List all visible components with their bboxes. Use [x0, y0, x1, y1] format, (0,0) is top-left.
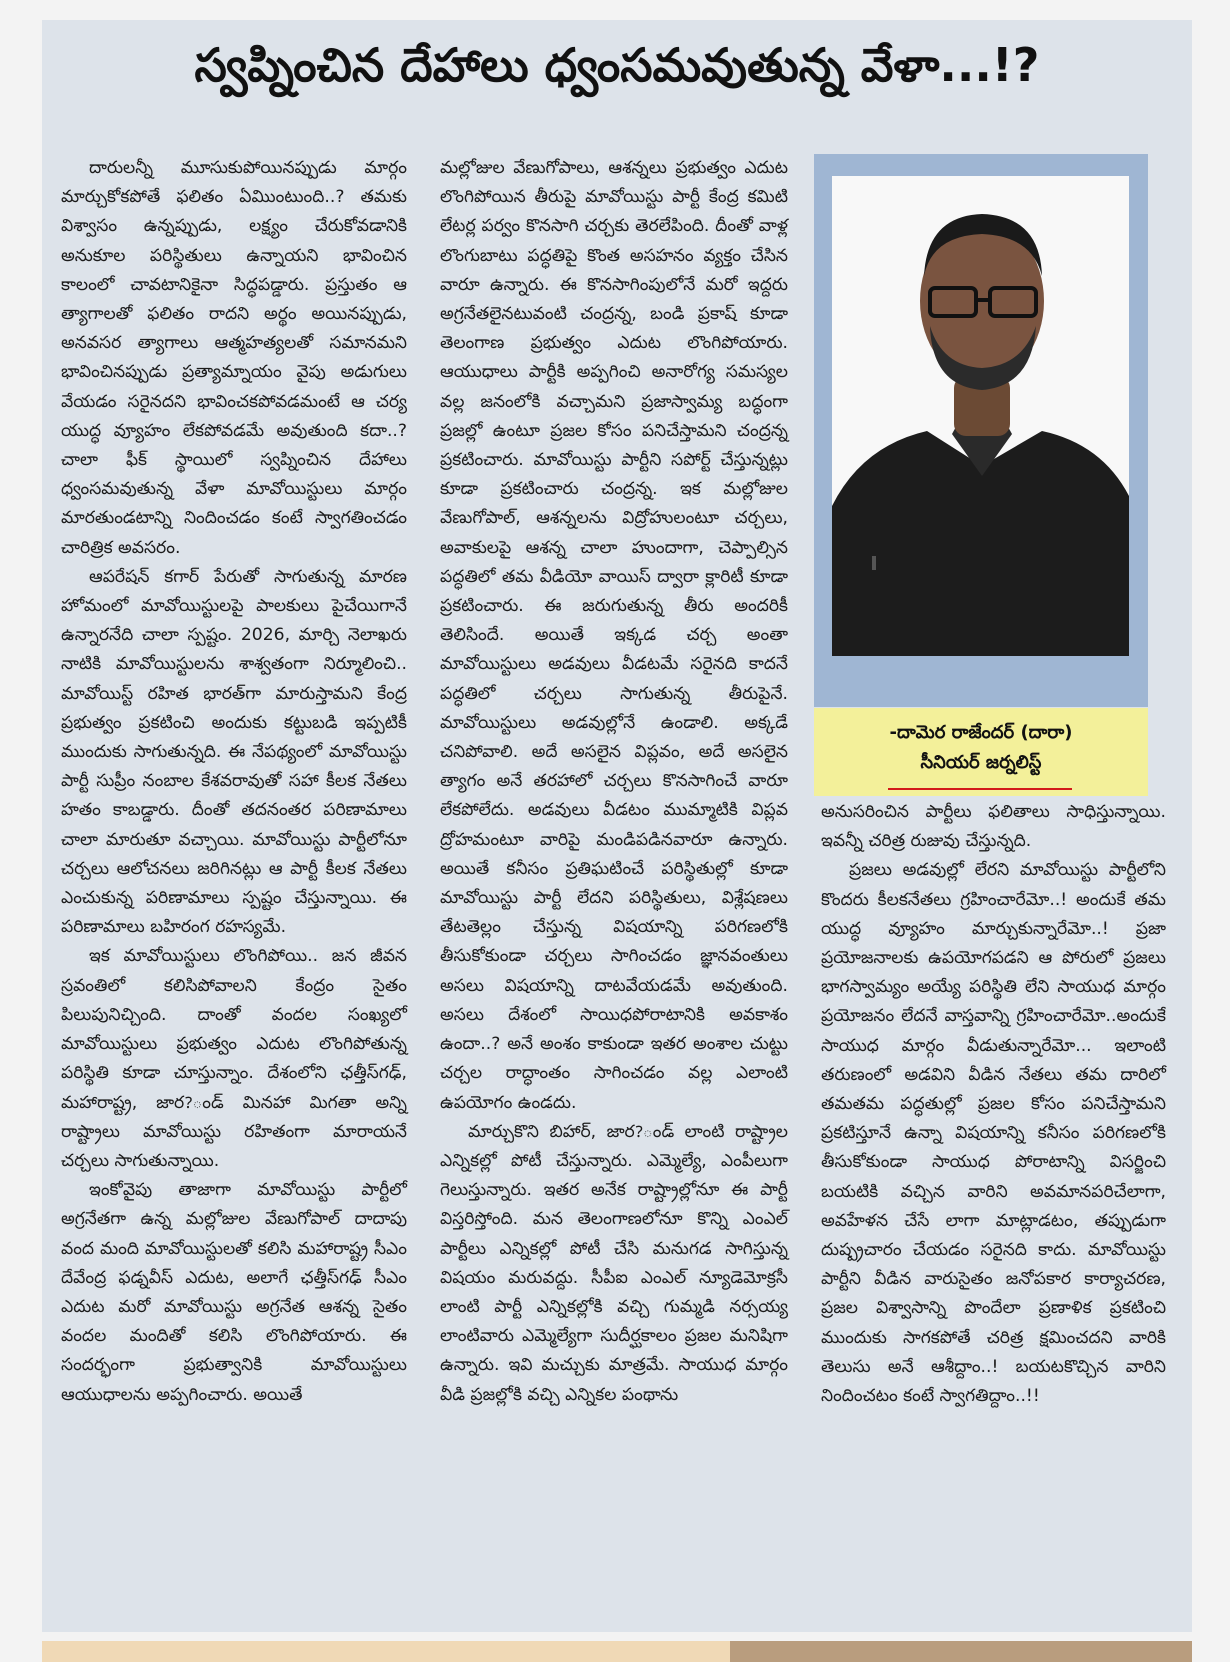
paragraph: అనుసరించిన పార్టీలు ఫలితాలు సాధిస్తున్నాయి. ఇవన్నీ చరిత్ర రుజువు చేస్తున్నది.: [821, 802, 1166, 852]
article-column-3: [821, 798, 1166, 1411]
author-portrait-illustration: [832, 176, 1129, 656]
article-column-1: [61, 154, 407, 1410]
paragraph: ఆపరేషన్ కగార్ పేరుతో సాగుతున్న మారణ హోమంలో మావోయిస్టులపై పాలకులు పైచేయిగానే ఉన్నారనేది చాలా స్పష్టం. 2026, మార్చి నెలాఖరు నాటికి మావోయిస్టులను శాశ్వతంగా నిర్మూలించి.. మావోయిస్ట్ రహిత భారత్‌గా మారుస్తామని కేంద్ర ప్రభుత్వం ప్రకటించి అందుకు కట్టుబడి ఇప్పటికీ ముందుకు సాగుతున్నది. ఈ నేపథ్యంలో మావోయిస్టు పార్టీ సుప్రీం నంబాల కేశవరావుతో సహా కీలక నేతలు హతం కాబడ్డారు. దీంతో తదనంతర పరిణామాలు చాలా మారుతూ వచ్చాయి. మావోయిస్టు పార్టీలోనూ చర్చలు ఆలోచనలు జరిగినట్లు ఆ పార్టీ కీలక నేతలు ఎంచుకున్న పరిణామాలు స్పష్టం చేస్తున్నాయి. ఈ పరిణామాలు బహిరంగ రహస్యమే.: [61, 566, 407, 938]
paragraph: మల్లోజుల వేణుగోపాలు, ఆశన్నలు ప్రభుత్వం ఎదుట లొంగిపోయిన తీరుపై మావోయిస్టు పార్టీ కేంద్ర కమిటి లేటర్ల పర్వం కొనసాగి చర్చకు తెరలేపింది. దీంతో వాళ్ల లొంగుబాటు పద్ధతిపై కొంత అసహనం వ్యక్తం చేసిన వారూ ఉన్నారు. ఈ కొనసాగింపులోనే మరో ఇద్దరు అగ్రనేతలైనటువంటి చంద్రన్న, బండి ప్రకాష్ కూడా తెలంగాణ ప్రభుత్వం ఎదుట లొంగిపోయారు. ఆయుధాలు పార్టీకి అప్పగించి అనారోగ్య సమస్యల వల్ల జనంలోకి వచ్చామని ప్రజాస్వామ్య బద్ధంగా ప్రజల్లో ఉంటూ ప్రజల కోసం పనిచేస్తామని చంద్రన్న ప్రకటించారు. మావోయిస్టు పార్టీని సపోర్ట్ చేస్తున్నట్లు కూడా ప్రకటించారు చంద్రన్న. ఇక మల్లోజుల వేణుగోపాల్, ఆశన్నలను విద్రోహులంటూ చర్చలు, అవాకులపై ఆశన్న చాలా హుందాగా, చెప్పాల్సిన పద్ధతిలో తమ వీడియో వాయిస్ ద్వారా క్లారిటీ కూడా ప్రకటించారు. ఈ జరుగుతున్న తీరు అందరికీ తెలిసిందే. అయితే ఇక్కడ చర్చ అంతా మావోయిస్టులు అడవులు వీడటమే సరైనది కాదనే పద్ధతిలో చర్చలు సాగుతున్న తీరుపైనే. మావోయిస్టులు అడవుల్లోనే ఉండాలి. అక్కడే చనిపోవాలి. అదే అసలైన విప్లవం, అదే అసలైన త్యాగం అనే తరహాలో చర్చలు కొనసాగించే వారూ లేకపోలేదు. అడవులు వీడటం ముమ్మాటికి విప్లవ ద్రోహమంటూ వారిపై మండిపడినవారూ ఉన్నారు. అయితే కనీసం ప్రతిఘటించే పరిస్థితుల్లో కూడా మావోయిస్టు పార్టీ లేదని పరిస్థితులు, విశ్లేషణలు తేటతెల్లం చేస్తున్న విషయాన్ని పరిగణలోకి తీసుకోకుండా చర్చలు సాగించడం జ్ఞానవంతులు అసలు విషయాన్ని దాటవేయడమే అవుతుంది. అసలు దేశంలో సాయిధపోరాటానికి అవకాశం ఉందా..? అనే అంశం కాకుండా ఇతర అంశాల చుట్టు చర్చల రాద్ధాంతం సాగించడం వల్ల ఎలాంటి ఉపయోగం ఉండదు.: [440, 158, 788, 1113]
paragraph: మార్చుకొని బిహార్, జార?ండ్ లాంటి రాష్ట్రాల ఎన్నికల్లో పోటీ చేస్తున్నారు. ఎమ్మెల్యే, ఎంపీలుగా గెలుస్తున్నారు. ఇతర అనేక రాష్ట్రాల్లోనూ ఈ పార్టీ విస్తరిస్తోంది. మన తెలంగాణలోనూ కొన్ని ఎంఎల్ పార్టీలు ఎన్నికల్లో పోటీ చేసి మనుగడ సాగిస్తున్న విషయం మరువద్దు. సీపీఐ ఎంఎల్ న్యూడెమోక్రసీ లాంటి పార్టీ ఎన్నికల్లోకి వచ్చి గుమ్మడి నర్సయ్య లాంటివారు ఎమ్మెల్యేగా సుదీర్ఘకాలం ప్రజల మనిషిగా ఉన్నారు. ఇవి మచ్చుకు మాత్రమే. సాయుధ మార్గం వీడి ప్రజల్లోకి వచ్చి ఎన్నికల పంథాను: [440, 1121, 788, 1405]
paragraph: ఇక మావోయిస్టులు లొంగిపోయి.. జన జీవన స్రవంతిలో కలిసిపోవాలని కేంద్రం సైతం పిలుపునిచ్చింది. దాంతో వందల సంఖ్యలో మావోయిస్టులు ప్రభుత్వం ఎదుట లొంగిపోతున్న పరిస్థితి కూడా చూస్తున్నాం. దేశంలోని ఛత్తీస్‌గఢ్, మహారాష్ట్ర, జార?ండ్ మినహా మిగతా అన్ని రాష్ట్రాలు మావోయిస్టు రహితంగా మారాయనే చర్చలు సాగుతున్నాయి.: [61, 946, 407, 1171]
bottom-strip-image: [730, 1641, 1192, 1662]
author-name: -దామెర రాజేందర్ (దారా): [889, 722, 1073, 743]
paragraph: ప్రజలు అడవుల్లో లేరని మావోయిస్టు పార్టీలోని కొందరు కీలకనేతలు గ్రహించారేమో..! అందుకే తమ యుద్ధ వ్యూహం మార్చుకున్నారేమో..! ప్రజా ప్రయోజనాలకు ఉపయోగపడని ఆ పోరులో ప్రజలు భాగస్వామ్యం అయ్యే పరిస్థితి లేని సాయుధ మార్గం ప్రయోజనం లేదనే వాస్తవాన్ని గ్రహించారేమో..అందుకే సాయుధ మార్గం వీడుతున్నారేమో... ఇలాంటి తరుణంలో అడవిని వీడిన నేతలు తమ దారిలో తమతమ పద్ధతుల్లో ప్రజల కోసం పనిచేస్తామని ప్రకటిస్తూనే ఉన్నా విషయాన్ని కనీసం పరిగణలోకి తీసుకోకుండా సాయుధ పోరాటాన్ని విసర్జించి బయటికి వచ్చిన వారిని అవమానపరిచేలాగా, అవహేళన చేసే లాగా మాట్లాడటం, తప్పుడుగా దుష్ప్రచారం చేయడం సరైనది కాదు. మావోయిస్టు పార్టీని వీడిన వారుసైతం జనోపకార కార్యాచరణ, ప్రజల విశ్వాసాన్ని పొందేలా ప్రణాళిక ప్రకటించి ముందుకు సాగకపోతే చరిత్ర క్షమించదని వారికి తెలుసు అనే ఆశీద్దాం..! బయటకొచ్చిన వారిని నిందించటం కంటే స్వాగతిద్దాం..!!: [821, 860, 1166, 1407]
article-page: [42, 20, 1192, 1632]
author-caption: [814, 708, 1148, 796]
paragraph: ఇంకోవైపు తాజాగా మావోయిస్టు పార్టీలో అగ్రనేతగా ఉన్న మల్లోజుల వేణుగోపాల్ దాదాపు వంద మంది మావోయిస్టులతో కలిసి మహారాష్ట్ర సీఎం దేవేంద్ర ఫడ్నవీస్ ఎదుట, అలాగే ఛత్తీస్‌గఢ్ సీఎం ఎదుట మరో మావోయిస్టు అగ్రనేత ఆశన్న సైతం వందల మందితో కలిసి లొంగిపోయారు. ఈ సందర్భంగా ప్రభుత్వానికి మావోయిస్టులు ఆయుధాలను అప్పగించారు. అయితే: [61, 1180, 407, 1405]
headline: స్వప్నించిన దేహాలు ధ్వంసమవుతున్న వేళా...!?: [194, 38, 1040, 92]
author-photo-frame: [814, 154, 1148, 707]
article-column-2: [440, 154, 788, 1410]
author-role: సీనియర్ జర్నలిస్ట్: [920, 752, 1042, 773]
caption-underline: [888, 788, 1072, 790]
author-photo: [832, 176, 1129, 656]
paragraph: దారులన్నీ మూసుకుపోయినప్పుడు మార్గం మార్చుకోకపోతే ఫలితం ఏమిుంటుంది..? తమకు విశ్వాసం ఉన్నప్పుడు, లక్ష్యం చేరుకోవడానికి అనుకూల పరిస్థితులు ఉన్నాయని భావించిన కాలంలో చావటానికైనా సిద్ధపడ్డారు. ప్రస్తుతం ఆ త్యాగాలతో ఫలితం రాదని అర్థం అయినప్పుడు, అనవసర త్యాగాలు ఆత్మహత్యలతో సమానమని భావించినప్పుడు ప్రత్యామ్నాయం వైపు అడుగులు వేయడం సరైనదని భావించకపోవడమంటే ఆ చర్య యుద్ధ వ్యూహం లేకపోవడమే అవుతుంది కదా..? చాలా ఫీక్ స్థాయిలో స్వప్నించిన దేహాలు ధ్వంసమవుతున్న వేళా మావోయిస్టులు మార్గం మారతుండటాన్ని నిందించడం కంటే స్వాగతించడం చారిత్రిక అవసరం.: [61, 158, 407, 558]
